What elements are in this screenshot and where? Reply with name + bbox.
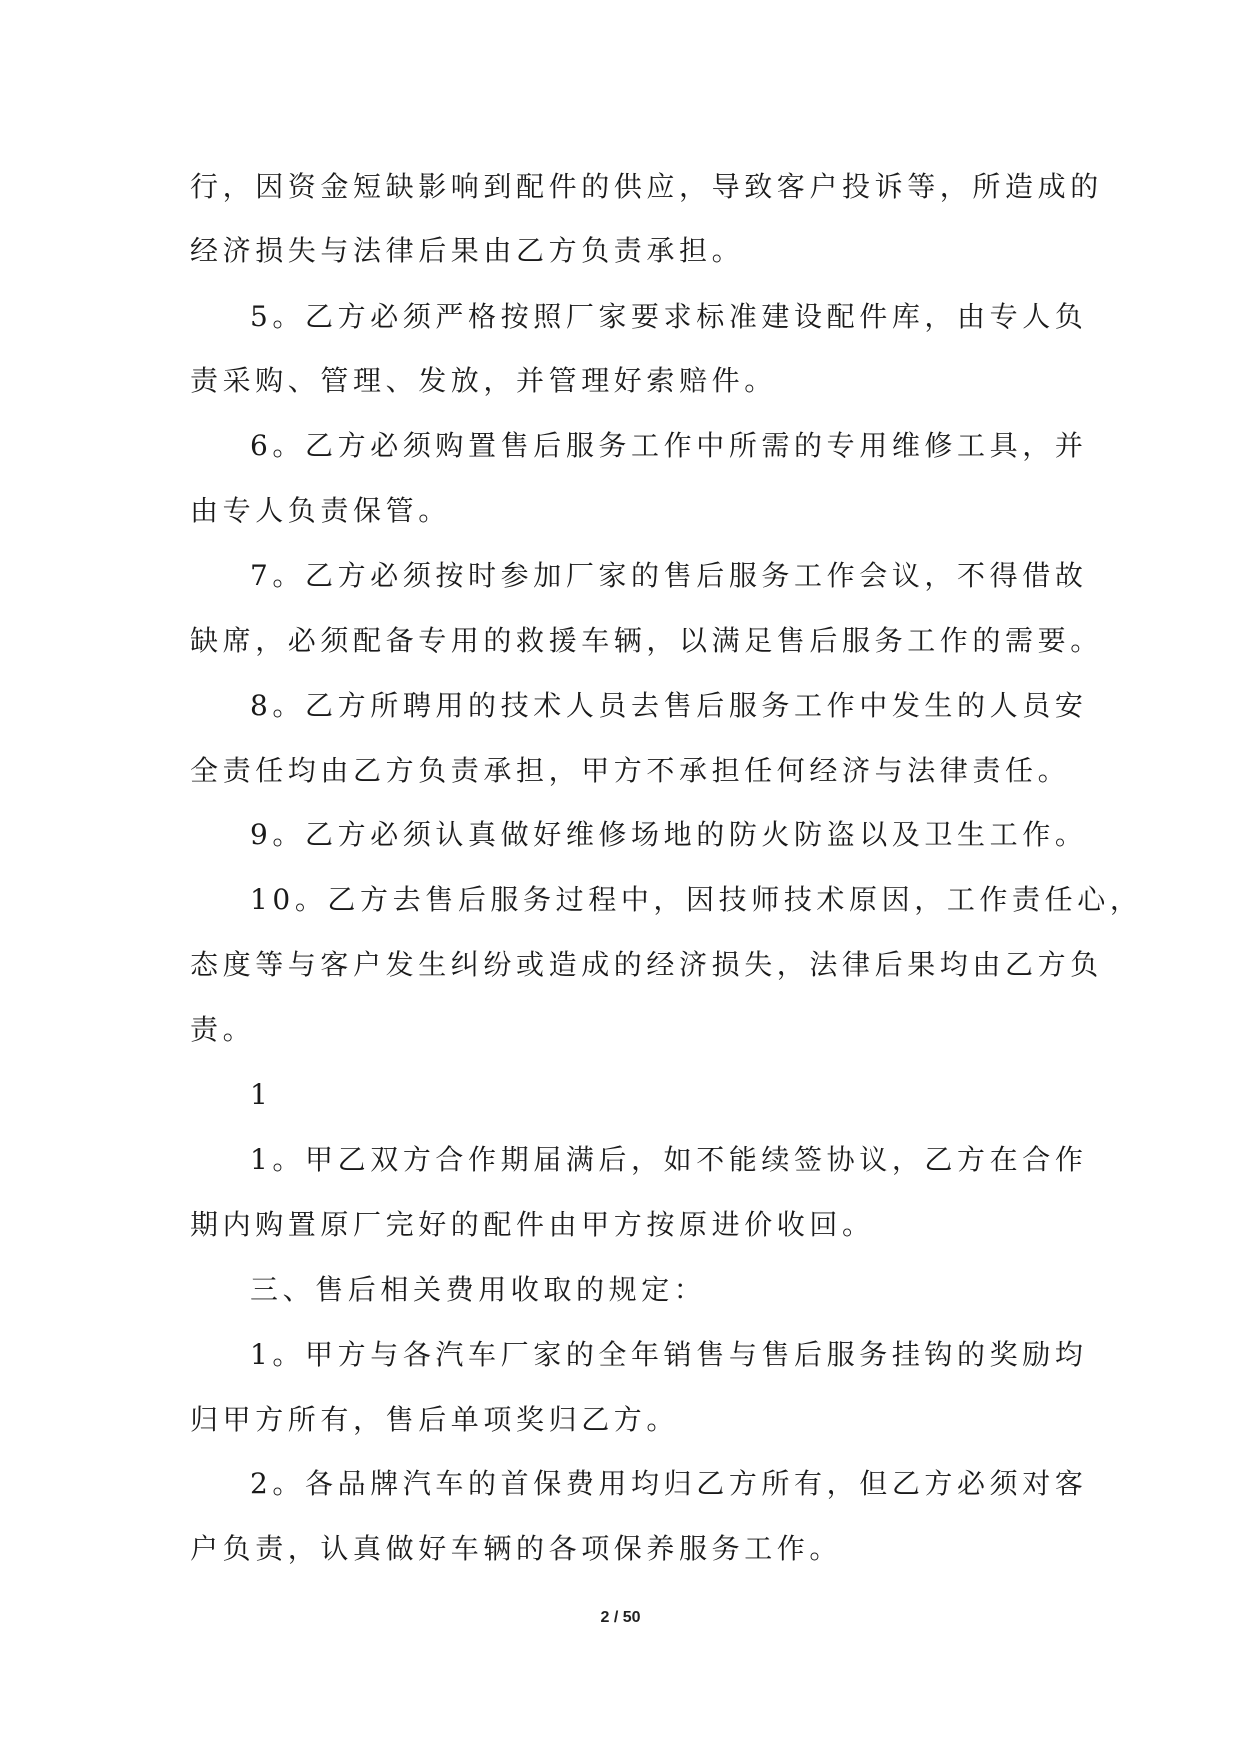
text-line-4: 责采购、管理、发放，并管理好索赔件。 [190, 364, 777, 397]
text-line-6: 由专人负责保管。 [190, 494, 451, 527]
text-line-19: 1。甲方与各汽车厂家的全年销售与售后服务挂钩的奖励均 [250, 1338, 1088, 1371]
text-line-2: 经济损失与法律后果由乙方负责承担。 [190, 234, 745, 267]
text-line-8: 缺席，必须配备专用的救援车辆，以满足售后服务工作的需要。 [190, 624, 1103, 657]
text-line-20: 归甲方所有，售后单项奖归乙方。 [190, 1403, 680, 1436]
text-line-1: 行，因资金短缺影响到配件的供应，导致客户投诉等，所造成的 [190, 170, 1103, 203]
section-heading: 三、售后相关费用收取的规定： [250, 1273, 707, 1306]
text-line-11: 9。乙方必须认真做好维修场地的防火防盗以及卫生工作。 [250, 818, 1088, 851]
text-line-16: 1。甲乙双方合作期届满后，如不能续签协议，乙方在合作 [250, 1143, 1088, 1176]
text-line-7: 7。乙方必须按时参加厂家的售后服务工作会议，不得借故 [250, 559, 1088, 592]
text-line-15: 1 [250, 1078, 273, 1111]
page-number: 2 / 50 [600, 1609, 641, 1626]
text-line-14: 责。 [190, 1013, 256, 1046]
text-line-3: 5。乙方必须严格按照厂家要求标准建设配件库，由专人负 [250, 300, 1088, 333]
text-line-17: 期内购置原厂完好的配件由甲方按原进价收回。 [190, 1208, 875, 1241]
text-line-13: 态度等与客户发生纠纷或造成的经济损失，法律后果均由乙方负 [190, 948, 1103, 981]
text-line-9: 8。乙方所聘用的技术人员去售后服务工作中发生的人员安 [250, 689, 1088, 722]
text-line-12: 10。乙方去售后服务过程中，因技师技术原因，工作责任心， [250, 883, 1143, 916]
text-line-22: 户负责，认真做好车辆的各项保养服务工作。 [190, 1532, 843, 1565]
text-line-5: 6。乙方必须购置售后服务工作中所需的专用维修工具，并 [250, 429, 1088, 462]
text-line-21: 2。各品牌汽车的首保费用均归乙方所有，但乙方必须对客 [250, 1467, 1088, 1500]
text-line-10: 全责任均由乙方负责承担，甲方不承担任何经济与法律责任。 [190, 754, 1071, 787]
